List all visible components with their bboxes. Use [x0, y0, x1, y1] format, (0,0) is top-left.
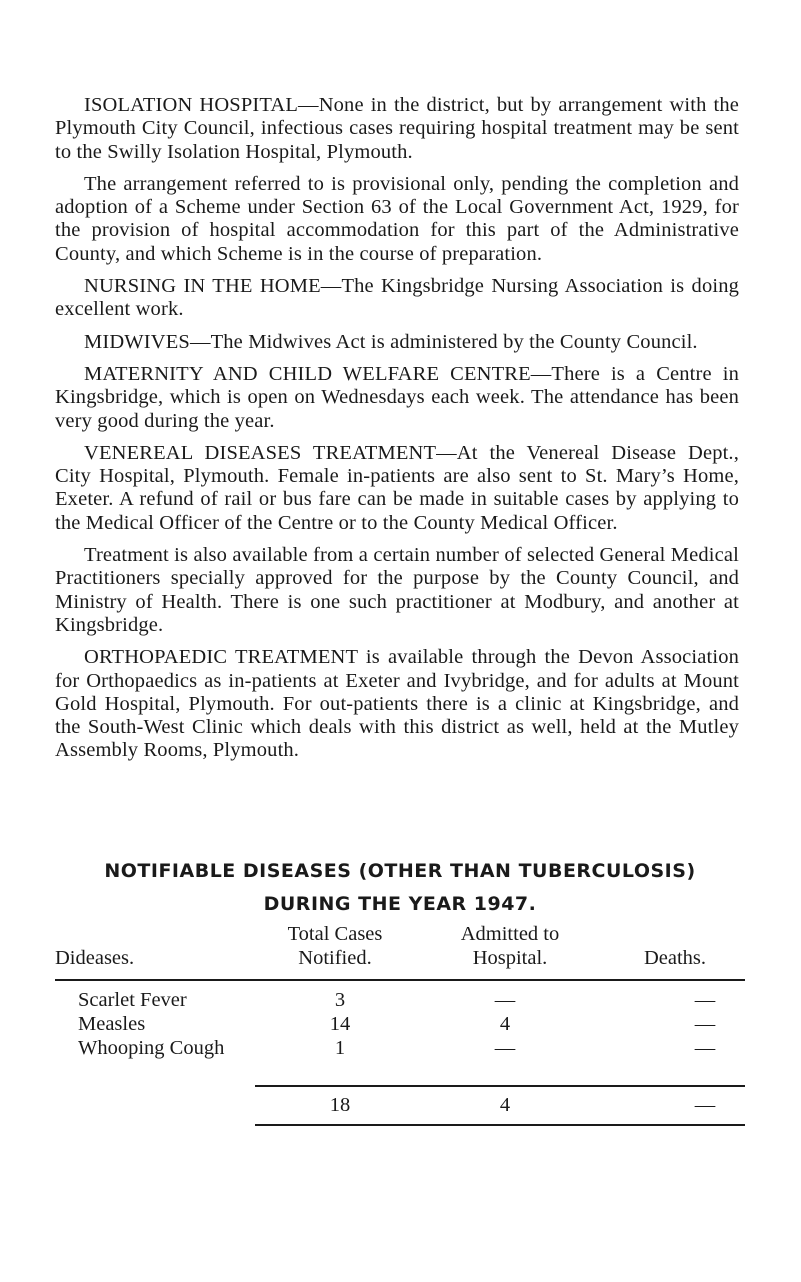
header-deaths: Deaths.	[643, 947, 707, 969]
table-title	[55, 855, 745, 921]
totals-bottom-rule	[255, 1124, 745, 1126]
totals-top-rule	[255, 1085, 745, 1087]
totals-admitted: 4	[499, 1094, 511, 1116]
paragraph-treatment: Treatment is also available from a certain number of selected General Medical Practitioners specially approved for the purpose by the County Council, and Ministry of Health. There is one such practitioner at Modbury, and another at Kingsbridge.	[55, 544, 739, 636]
table-title-line1: NOTIFIABLE DISEASES (OTHER THAN TUBERCULOSIS)	[104, 860, 696, 882]
paragraph-orthopaedic: ORTHOPAEDIC TREATMENT is available through the Devon Association for Orthopaedics as in-patients at Exeter and Ivybridge, and for adults at Mount Gold Hospital, Plymouth. For out-patients there is a clinic at Kingsbridge, and the South-West Clinic which deals with this district as well, held at the Mutley Assembly Rooms, Plymouth.	[55, 646, 739, 762]
table-row	[55, 1012, 745, 1036]
row-total: 1	[334, 1036, 346, 1059]
totals-row	[55, 1093, 745, 1117]
paragraph-nursing: NURSING IN THE HOME—The Kingsbridge Nursing Association is doing excellent work.	[55, 275, 739, 321]
paragraph-arrangement: The arrangement referred to is provisional only, pending the completion and adoption of a Scheme under Section 63 of the Local Government Act, 1929, for the provision of hospital accommodation for this part of the Administrative County, and which Scheme is in the course of preparation.	[55, 172, 739, 265]
header-total-line1: Total Cases	[287, 923, 383, 945]
row-admitted: —	[494, 988, 516, 1011]
diseases-table	[55, 920, 745, 1116]
row-deaths: —	[694, 988, 716, 1011]
row-admitted: 4	[499, 1012, 511, 1035]
totals-total: 18	[329, 1094, 351, 1116]
row-name: Scarlet Fever	[78, 988, 187, 1011]
document-body	[55, 94, 739, 772]
header-admitted	[430, 922, 590, 970]
paragraph-maternity: MATERNITY AND CHILD WELFARE CENTRE—There is a Centre in Kingsbridge, which is open on Wednesdays each week. The attendance has been very good during the year.	[55, 362, 739, 432]
row-deaths: —	[694, 1012, 716, 1035]
paragraph-venereal: VENEREAL DISEASES TREATMENT—At the Venereal Disease Dept., City Hospital, Plymouth. Female in-patients are also sent to St. Mary’s Home, Exeter. A refund of rail or bus fare can be made in suitable cases by applying to the Medical Officer of the Centre or to the County Medical Officer.	[55, 441, 739, 534]
table-row	[55, 1036, 745, 1060]
row-name: Whooping Cough	[78, 1036, 225, 1059]
paragraph-midwives: MIDWIVES—The Midwives Act is administered by the County Council.	[84, 330, 698, 353]
table-row	[55, 988, 745, 1012]
header-admitted-line1: Admitted to	[460, 923, 560, 945]
row-total: 3	[334, 988, 346, 1011]
row-admitted: —	[494, 1036, 516, 1059]
header-diseases: Dideases.	[55, 947, 135, 969]
header-total-line2: Notified.	[298, 947, 372, 969]
header-total-cases	[265, 922, 405, 970]
header-rule	[55, 979, 745, 981]
table-title-line2: DURING THE YEAR 1947.	[263, 893, 537, 915]
paragraph-isolation-hospital: ISOLATION HOSPITAL—None in the district, but by arrangement with the Plymouth City Council, infectious cases requiring hospital treatment may be sent to the Swilly Isolation Hospital, Plymouth.	[55, 94, 739, 163]
table-header	[55, 920, 745, 970]
row-total: 14	[329, 1012, 351, 1035]
totals-deaths: —	[694, 1094, 716, 1116]
row-name: Measles	[78, 1012, 146, 1035]
header-admitted-line2: Hospital.	[472, 947, 548, 969]
row-deaths: —	[694, 1036, 716, 1059]
